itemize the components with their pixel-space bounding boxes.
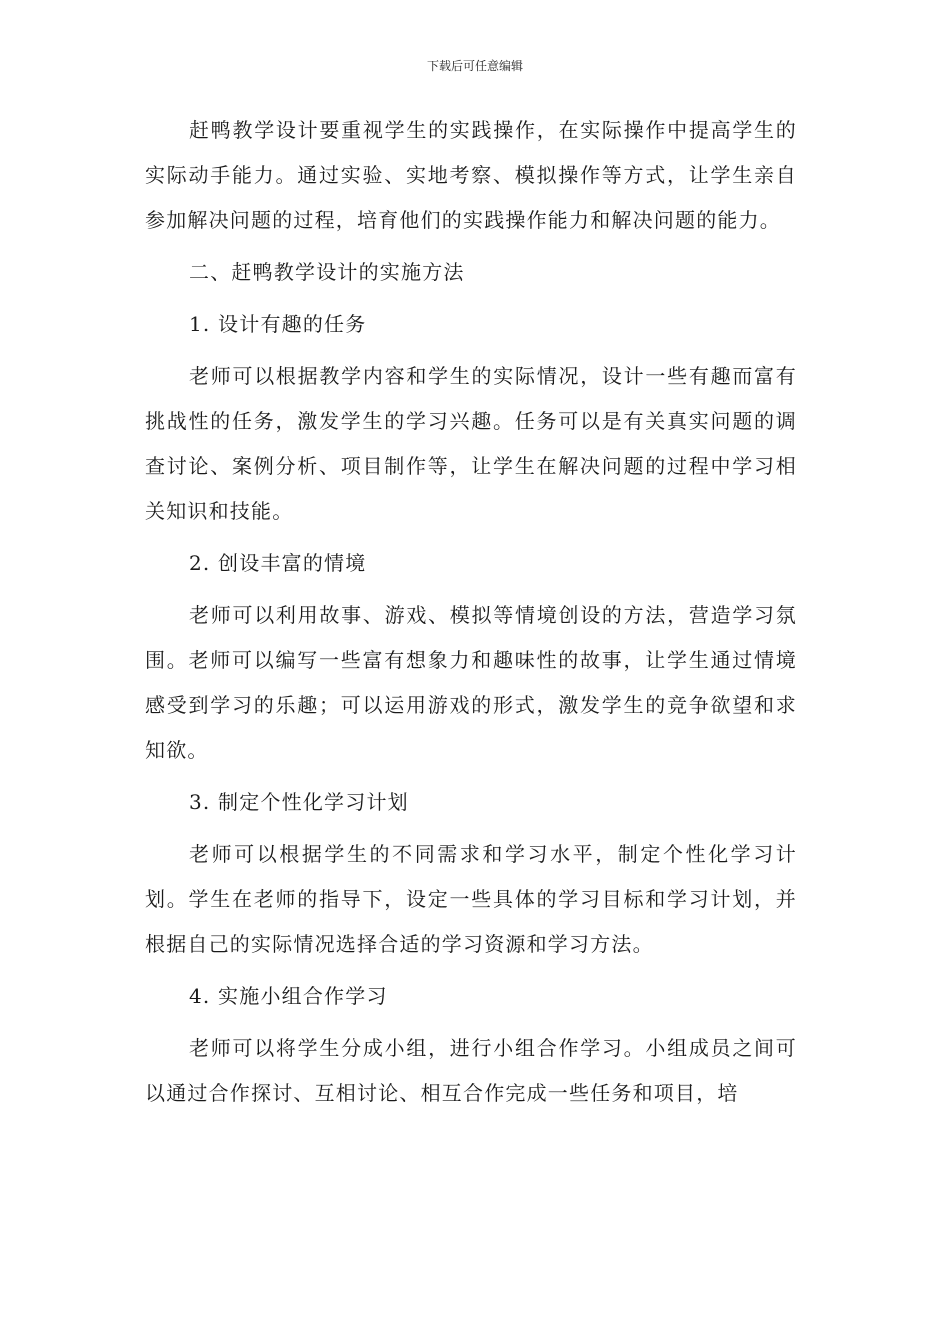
document-body xyxy=(145,108,797,1123)
section-heading-methods: 二、赶鸭教学设计的实施方法 xyxy=(189,260,465,284)
paragraph-personal-plan: 老师可以根据学生的不同需求和学习水平，制定个性化学习计划。学生在老师的指导下，设定一些具体的学习目标和学习计划，并根据自己的实际情况选择合适的学习资源和学习方法。 xyxy=(145,842,797,956)
subheading-personal-plan: 3. 制定个性化学习计划 xyxy=(189,790,409,814)
paragraph-practice: 赶鸭教学设计要重视学生的实践操作，在实际操作中提高学生的实际动手能力。通过实验、实地考察、模拟操作等方式，让学生亲自参加解决问题的过程，培育他们的实践操作能力和解决问题的能力。 xyxy=(145,118,797,232)
paragraph-group-learning: 老师可以将学生分成小组，进行小组合作学习。小组成员之间可以通过合作探讨、互相讨论、相互合作完成一些任务和项目，培 xyxy=(145,1036,797,1105)
paragraph-tasks: 老师可以根据教学内容和学生的实际情况，设计一些有趣而富有挑战性的任务，激发学生的学习兴趣。任务可以是有关真实问题的调查讨论、案例分析、项目制作等，让学生在解决问题的过程中学习相关知识和技能。 xyxy=(145,364,797,523)
page-header: 下载后可任意编辑 xyxy=(426,59,523,73)
paragraph-situations: 老师可以利用故事、游戏、模拟等情境创设的方法，营造学习氛围。老师可以编写一些富有想象力和趣味性的故事，让学生通过情境感受到学习的乐趣；可以运用游戏的形式，激发学生的竞争欲望和求知欲。 xyxy=(145,603,797,762)
subheading-group-learning: 4. 实施小组合作学习 xyxy=(189,984,388,1008)
subheading-tasks: 1. 设计有趣的任务 xyxy=(189,312,367,336)
subheading-situations: 2. 创设丰富的情境 xyxy=(189,551,367,575)
